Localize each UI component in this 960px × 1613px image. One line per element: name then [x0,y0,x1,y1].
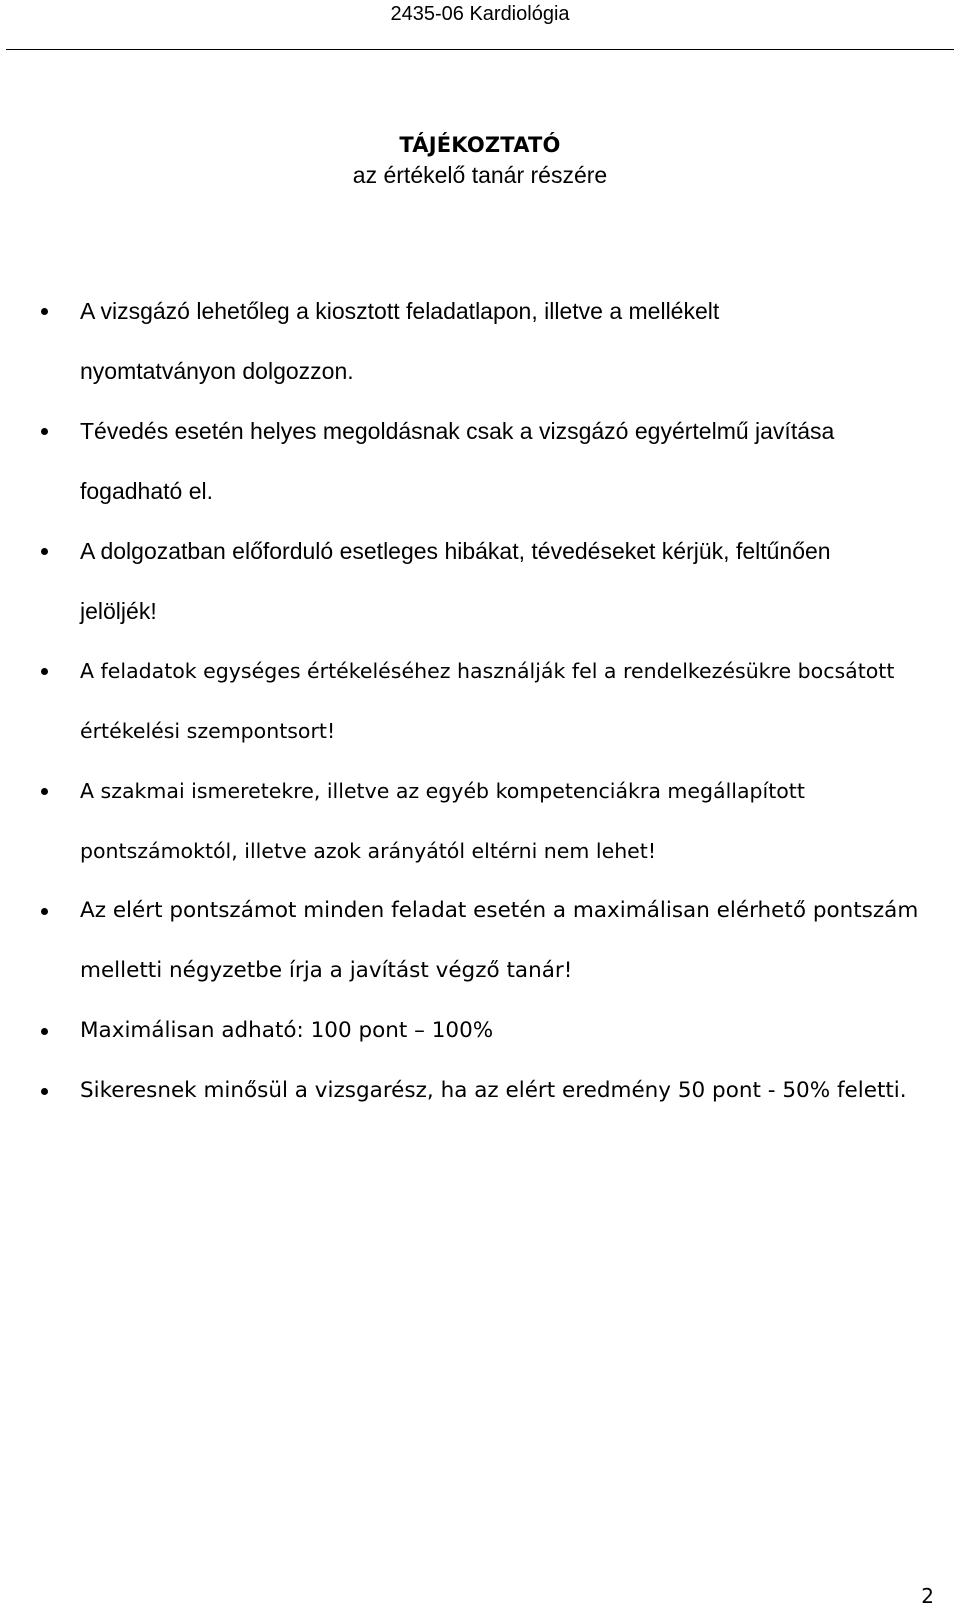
list-item-line: A dolgozatban előforduló esetleges hibákat, tévedéseket kérjük, feltűnően [80,538,831,564]
list-item-line: A feladatok egységes értékeléséhez használják fel a rendelkezésükre bocsátott [80,659,895,683]
list-item-line: Tévedés esetén helyes megoldásnak csak a vizsgázó egyértelmű javítása [80,418,835,444]
list-item-line: nyomtatványon dolgozzon. [80,358,354,384]
page-number: 2 [921,1584,934,1608]
bullet-icon [41,308,48,315]
bullet-icon [41,908,48,915]
list-item [0,1001,960,1061]
list-item [0,881,960,1001]
list-item-line: jelöljék! [80,598,157,624]
bullet-icon [41,548,48,555]
list-item [0,521,960,641]
list-item [0,641,960,761]
bullet-icon [41,668,48,675]
list-item [0,1061,960,1121]
document-title: TÁJÉKOZTATÓ [399,133,561,157]
list-item-line: Az elért pontszámot minden feladat esetén a maximálisan elérhető pontszám [80,898,919,923]
list-item-line: Sikeresnek minősül a vizsgarész, ha az elért eredmény 50 pont - 50% feletti. [80,1078,907,1103]
bullet-icon [41,788,48,795]
list-item-line: A szakmai ismeretekre, illetve az egyéb kompetenciákra megállapított [80,779,805,803]
instruction-list [0,281,960,1121]
list-item-line: melletti négyzetbe írja a javítást végző tanár! [80,958,573,983]
header-divider [6,49,954,50]
document-subtitle: az értékelő tanár részére [352,162,608,188]
title-block [0,130,960,190]
list-item [0,761,960,881]
list-item-line: pontszámoktól, illetve azok arányától eltérni nem lehet! [80,839,657,863]
list-item [0,401,960,521]
list-item-line: Maximálisan adható: 100 pont – 100% [80,1018,494,1043]
list-item [0,281,960,401]
page-header [0,0,960,50]
list-item-line: értékelési szempontsort! [80,719,336,743]
header-title: 2435-06 Kardiológia [390,3,570,25]
list-item-line: fogadható el. [80,478,214,504]
bullet-icon [41,428,48,435]
list-item-line: A vizsgázó lehetőleg a kiosztott feladatlapon, illetve a mellékelt [80,298,720,324]
bullet-icon [41,1088,48,1095]
bullet-icon [41,1028,48,1035]
